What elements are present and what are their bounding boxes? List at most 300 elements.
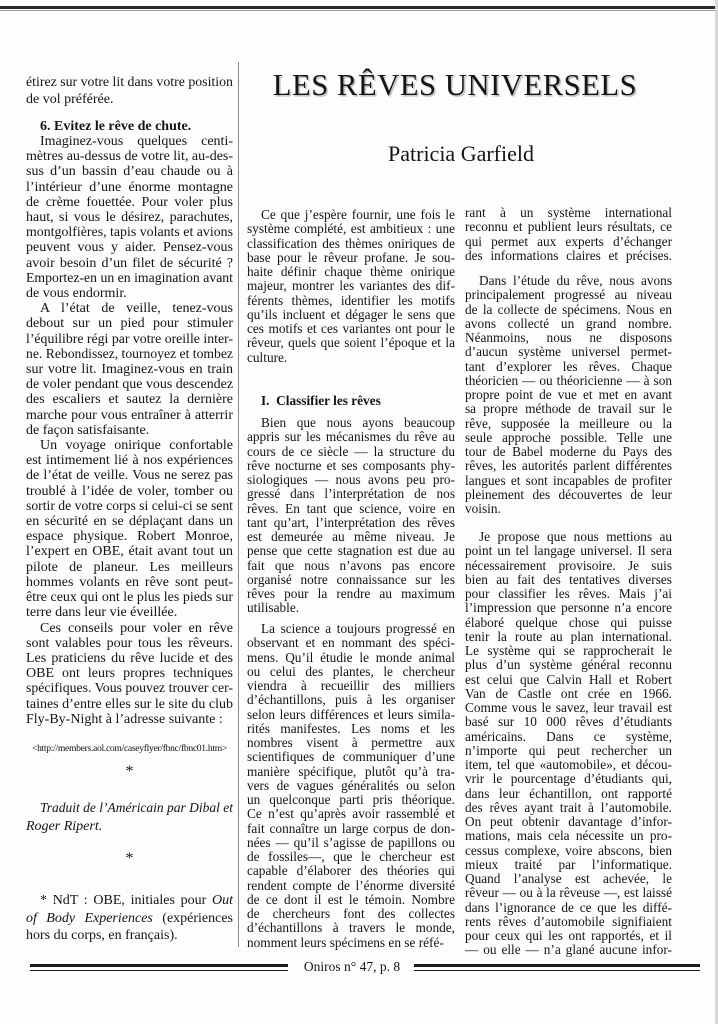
text-line (465, 459, 672, 473)
text-line (26, 91, 233, 108)
page-footer: Oniros n° 47, p. 8 (303, 959, 401, 974)
text-line-content: rents rêves d’automobile signifiaient (465, 913, 672, 929)
text-line (26, 347, 233, 362)
text-line-content: rant à un système international (465, 205, 672, 220)
text-line-content: Ces conseils pour voler en rêve (40, 620, 233, 636)
text-line (465, 601, 672, 615)
text-line (465, 787, 672, 801)
text-line-content: troublé à l’idée de voler, tomber ou (26, 483, 233, 499)
text-line (26, 408, 233, 423)
text-line-content: Ce n’est qu’après avoir rassemblé et (247, 806, 455, 822)
text-line (247, 322, 455, 336)
text-line-content: organisé notre connaissance sur les (247, 571, 455, 587)
text-line-content: rêveur — ou à la rêveuse —, est laissé (465, 885, 672, 901)
top-border-rule-thin (0, 10, 718, 11)
text-line (247, 487, 455, 501)
text-line-content: — ou elle — n’a glané aucune infor- (465, 942, 672, 958)
text-line-content: pour ceux qui les ont rapportés, et il (465, 928, 672, 943)
text-line-content: des escaliers et sautez la dernière (26, 392, 233, 408)
text-line (247, 222, 455, 236)
text-line-content: hommes volants en rêve sont peut- (26, 574, 233, 590)
text-line (26, 484, 233, 499)
text-line-content: debout sur un pied pour stimuler (26, 316, 233, 332)
text-line-content: selon leurs différences et leurs simila- (247, 706, 455, 722)
text-line (247, 308, 455, 322)
text-line (465, 658, 672, 672)
text-line-content: d’aucun système universel permet- (465, 344, 672, 360)
text-line (26, 575, 233, 590)
text-line (26, 666, 233, 681)
text-line-content: rêve nocturne et ses composants phy- (247, 457, 455, 473)
text-line (26, 651, 233, 666)
text-line-content: pleinement des découvertes de leur (465, 486, 672, 502)
separator-star: * (125, 763, 134, 780)
text-line-content: en sécurité en se déplaçant dans un (26, 514, 233, 530)
text-line (465, 206, 672, 220)
text-line-content: plus d’un système général reconnu (465, 657, 672, 673)
text-line (465, 502, 672, 516)
text-line-content: reconnu et publient leurs résultats, ce (465, 219, 672, 235)
text-line-content: classification des thèmes oniriques de (247, 235, 455, 251)
text-line-content: Les praticiens du rêve lucide et des (26, 650, 233, 666)
text-line-content: A l’état de veille, tenez-vous (40, 301, 233, 317)
paragraph (465, 274, 672, 516)
text-line (465, 445, 672, 459)
text-line (465, 587, 672, 601)
text-line-content: Van de Castle ont crée en 1966. (465, 685, 672, 701)
text-line-content: pour classifier les rêves. Mais j’ai (465, 586, 672, 601)
text-line-content: Le système qui se rapprocherait le (465, 643, 672, 658)
text-line (26, 712, 233, 727)
text-line (247, 445, 455, 459)
text-line-content: est celui que Calvin Hall et Robert (465, 671, 672, 687)
text-line (465, 644, 672, 658)
separator-star: * (125, 850, 134, 867)
text-line-content: ne. Rebondissez, tournoyez et tombez (26, 346, 233, 362)
text-line-content: base pour le rêveur profane. Je sou- (247, 249, 455, 265)
text-line-content: de vous endormir. (26, 286, 127, 302)
article-author: Patricia Garfield (388, 141, 534, 166)
text-line (465, 673, 672, 687)
text-line-content: spécifiques. Vous pouvez trouver cer- (26, 681, 233, 697)
text-line-content: langues et sont incapables de profiter (465, 472, 672, 488)
text-line (465, 886, 672, 900)
text-line (26, 605, 233, 620)
text-line-content: peuvent vous y aider. Pensez-vous (26, 240, 233, 256)
text-line (465, 730, 672, 744)
note-prefix: * NdT : OBE, initiales pour (40, 893, 212, 908)
text-line (465, 687, 672, 701)
text-line (465, 715, 672, 729)
text-line-content: tant d’explorer les rêves. Chaque (465, 358, 672, 374)
text-line (465, 374, 672, 388)
text-line (465, 943, 672, 957)
text-line (247, 237, 455, 251)
text-line (247, 636, 455, 650)
text-line (26, 256, 233, 271)
text-line (247, 822, 455, 836)
text-line (465, 915, 672, 929)
text-line (247, 665, 455, 679)
text-line (26, 149, 233, 164)
article-title: LES RÊVES UNIVERSELS (272, 68, 638, 102)
text-line (465, 488, 672, 502)
footer-rule-left (30, 964, 288, 967)
text-line (465, 829, 672, 843)
text-line (247, 765, 455, 779)
text-line-content: ou celui des plantes, le chercheur (247, 663, 455, 679)
text-line-content: mètres au-dessus de votre lit, au-des- (26, 149, 234, 165)
text-line (26, 514, 233, 529)
text-line-content: est demeurée au même niveau. Je (247, 529, 455, 544)
text-line-content: qui permet aux experts d’échanger (465, 233, 672, 249)
text-line-content: vers de vagues généralités ou selon (247, 777, 455, 793)
text-line (247, 708, 455, 722)
text-line-content: de façon satisfaisante. (26, 422, 150, 438)
text-line (465, 929, 672, 943)
text-line-content: espace physique. Robert Monroe, (26, 529, 233, 545)
text-line-content: Bien que nous ayons beaucoup (261, 415, 455, 430)
text-line-content: marche pour vous entraîner à atterrir (26, 407, 233, 423)
text-line (26, 362, 233, 377)
text-line-content: siologiques — nous avons peu pro- (247, 472, 455, 487)
text-line (247, 294, 455, 308)
text-line-content: Un voyage onirique confortable (40, 438, 233, 454)
text-line-content: mations, mais cela nécessite un pro- (465, 828, 672, 844)
text-line-content: nomment leurs spécimens en se réfé- (247, 934, 444, 950)
text-line (247, 793, 455, 807)
text-line (26, 800, 233, 818)
text-line-content: n’importe qui peut rechercher un (465, 742, 672, 758)
text-line-content: pense que cette stagnation est due au (247, 543, 455, 559)
text-line-content: nécessairement provisoire. Je suis (465, 557, 672, 573)
text-line-content: taines d’entre elles sur le site du club (26, 696, 233, 712)
paragraph (26, 301, 233, 438)
text-line-content: de vol préférée. (26, 92, 114, 107)
text-line (465, 844, 672, 858)
text-line (247, 544, 455, 558)
text-line (247, 921, 455, 935)
text-line (247, 693, 455, 707)
text-line (26, 499, 233, 514)
text-line-content: dans leur échantillon, ont rapporté (465, 785, 672, 801)
text-line (247, 722, 455, 736)
text-line (247, 459, 455, 473)
text-line-content: être ceux qui ont le plus les pieds sur (26, 590, 233, 606)
left-column-body (26, 134, 233, 727)
text-line-content: observant et en nommant des spéci- (247, 635, 455, 651)
text-line (26, 316, 233, 331)
section-heading: 6. Evitez le rêve de chute. (40, 119, 192, 134)
text-line (26, 301, 233, 316)
text-line-content: OBE ont leurs propres techniques (26, 666, 233, 682)
text-line (247, 864, 455, 878)
text-line-content: Traduit de l’Américain par Dibal et (40, 801, 233, 816)
text-line (465, 758, 672, 772)
text-line-content: rendent compte de l’énorme diversité (247, 877, 455, 893)
text-line (247, 807, 455, 821)
text-line (26, 180, 233, 195)
text-line-content: Roger Ripert. (26, 819, 103, 834)
text-line-content: qu’ils incluent et dégager le sens que (247, 306, 455, 322)
text-line (247, 208, 455, 222)
text-line-content: est intimement lié à nos expériences (26, 453, 233, 469)
text-line (247, 502, 455, 516)
text-line (247, 559, 455, 573)
text-line (26, 210, 233, 225)
text-line (247, 430, 455, 444)
text-line-content: sus d’un bassin d’eau chaude ou à (26, 164, 233, 180)
paragraph (247, 622, 455, 950)
text-line-content: appris sur les mécanismes du rêve au (247, 429, 455, 445)
text-line (26, 286, 233, 301)
text-line (465, 772, 672, 786)
text-line-content: tant qu’art, l’interprétation des rêves (247, 514, 455, 530)
text-line-content: rêves, les autorités parlent différentes (465, 458, 672, 474)
text-line (465, 249, 672, 263)
paragraph (26, 621, 233, 727)
text-line-content: dans l’ignorance de ce que les diffé- (465, 899, 672, 915)
text-line-content: un quelconque parti pris théorique. (247, 792, 455, 807)
text-line (465, 317, 672, 331)
text-line (247, 879, 455, 893)
text-line-content: des informations claires et précises. (465, 247, 672, 263)
text-line-content: manière spécifique, plutôt qu’à tra- (247, 763, 455, 779)
text-line (465, 274, 672, 288)
footer-rule-left-thin (30, 970, 288, 971)
text-line (465, 544, 672, 558)
text-line (247, 336, 455, 350)
text-line (465, 573, 672, 587)
paragraph (465, 530, 672, 958)
text-line-content: de chercheurs font des collectes (247, 906, 455, 921)
text-line-content: sont valables pour tous les rêveurs. (26, 635, 233, 651)
text-line (247, 601, 455, 615)
text-line (247, 779, 455, 793)
text-line-content: principalement progressé au niveau (465, 287, 672, 303)
text-line-content: de la collecte de spécimens. Nous en (465, 301, 672, 317)
text-line-content: l’impression que personne n’a encore (465, 600, 672, 616)
text-line-content: fait connaître un large corpus de don- (247, 820, 455, 836)
paragraph (26, 74, 233, 108)
text-line-content: nées — qu’il s’agisse de papillons ou (247, 834, 455, 850)
text-line-content: Emportez-en un en imagination avant (26, 270, 234, 286)
text-line (26, 636, 233, 651)
top-border-rule (0, 6, 718, 9)
paragraph (26, 438, 233, 620)
text-line (247, 416, 455, 430)
text-line (26, 74, 233, 91)
text-line (26, 164, 233, 179)
text-line (247, 265, 455, 279)
text-line (465, 701, 672, 715)
text-line (247, 351, 455, 365)
text-line-content: d’échantillons à travers le monde, (247, 920, 455, 936)
text-line (247, 516, 455, 530)
text-line (465, 303, 672, 317)
text-line-content: gressé dans l’interprétation de nos (247, 486, 455, 502)
paragraph (247, 416, 455, 616)
text-line-content: sortir de votre corps si celui-ci se sent (26, 498, 233, 514)
text-line (26, 453, 233, 468)
text-line (26, 225, 233, 240)
text-line (465, 530, 672, 544)
text-line (247, 679, 455, 693)
text-line (26, 332, 233, 347)
text-line (26, 377, 233, 392)
text-line (465, 744, 672, 758)
text-line-content: férents thèmes, identifier les motifs (247, 292, 455, 308)
text-line (26, 423, 233, 438)
text-line-content: d’échantillons, puis à les organiser (247, 692, 455, 708)
paragraph (247, 208, 455, 365)
text-line-content: tenir la route au plan international. (465, 628, 672, 644)
text-line-content: des rêves ayant trait à l’automobile. (465, 799, 672, 815)
text-line-content: Ce que j’espère fournir, une fois le (261, 207, 455, 222)
text-line (465, 331, 672, 345)
text-line (26, 468, 233, 483)
text-line-content: point un tel langage universel. Il sera (465, 543, 672, 559)
text-line (247, 251, 455, 265)
text-line (465, 815, 672, 829)
text-line-content: de crème fouettée. Pour voler plus (26, 194, 233, 210)
text-line-content: voisin. (465, 501, 501, 516)
text-line-content: montgolfières, tapis volants et avions (26, 225, 234, 241)
text-line (26, 240, 233, 255)
text-line-content: théoricien — ou théoricienne — à son (465, 372, 672, 388)
text-line-content: l’expert en OBE, était avant tout un (26, 544, 233, 560)
text-line (26, 590, 233, 605)
text-line-content: de l’état de veille. Vous ne serez pas (26, 468, 233, 484)
text-line-content: Fly-By-Night à l’adresse suivante : (26, 711, 223, 727)
text-line (465, 901, 672, 915)
text-line-content: Imaginez-vous quelques centi- (40, 134, 233, 149)
text-line (26, 544, 233, 559)
text-line-content: rités manifestes. Les noms et les (247, 720, 455, 736)
text-line (465, 801, 672, 815)
text-line-content: haite définir chaque thème onirique (247, 264, 455, 279)
text-line (465, 616, 672, 630)
paragraph (26, 134, 233, 301)
text-line (247, 907, 455, 921)
text-line (465, 431, 672, 445)
text-line (247, 473, 455, 487)
text-line (247, 651, 455, 665)
text-line-content: basé sur 10 000 rêves d’étudiants (465, 714, 672, 730)
text-line-content: sur votre lit. Imaginez-vous en train (26, 362, 233, 378)
section-heading: I. Classifier les rêves (261, 393, 381, 408)
text-line (465, 345, 672, 359)
text-line (465, 235, 672, 249)
text-line-content: Comme vous le savez, leur travail est (465, 700, 672, 715)
text-line (26, 818, 233, 836)
text-line-content: pilote de planeur. Les meilleurs (26, 559, 233, 575)
text-line-content: majeur, montrer les variantes des dif- (247, 278, 455, 294)
text-line-content: culture. (247, 349, 288, 365)
text-line (465, 360, 672, 374)
text-line (465, 559, 672, 573)
text-line (26, 681, 233, 696)
text-line (247, 279, 455, 293)
text-line-content: rêve, supposée la meilleure ou la (465, 415, 672, 431)
text-line-content: de ce dont il est le témoin. Nombre (247, 891, 455, 907)
text-line (465, 388, 672, 402)
text-line-content: utilisable. (247, 600, 300, 616)
text-line-content: scientifiques de communiquer d’une (247, 749, 455, 765)
text-line-content: de voler pendant que vous descendez (26, 377, 234, 393)
text-line (26, 134, 233, 149)
text-line-content: On peut obtenir davantage d’infor- (465, 814, 672, 829)
text-line (26, 560, 233, 575)
text-line-content: de fossiles—, que le chercheur est (247, 849, 455, 864)
text-line-content: étirez sur votre lit dans votre position (26, 75, 233, 90)
text-line-content: Quand l’analyse est achevée, le (465, 871, 672, 886)
text-line (247, 893, 455, 907)
text-line (465, 288, 672, 302)
text-line-content: haut, si vous le désirez, parachutes, (26, 210, 233, 226)
text-line-content: vrir le pourcentage d’étudiants qui, (465, 771, 672, 787)
text-line (247, 750, 455, 764)
note-suffix: (expériences hors du corps, en français). (26, 910, 234, 943)
text-line (26, 529, 233, 544)
text-line-content: l’équilibre régi par votre oreille inter- (26, 331, 233, 347)
text-line-content: Je propose que nous mettions au (479, 529, 672, 544)
text-line-content: mieux traité par l’informatique. (465, 856, 672, 872)
translator-note (26, 892, 233, 945)
text-line-content: Néanmoins, nous ne disposons (465, 330, 672, 345)
text-line-content: fait que nous n’avons pas encore (247, 557, 455, 573)
text-line-content: mens. Qu’il étudie le monde animal (247, 649, 455, 665)
text-line-content: rêves. En tant que science, voire en (247, 500, 455, 516)
text-line-content: nombres visent à permettre aux (247, 735, 455, 750)
text-line-content: sa propre méthode de travail sur le (465, 401, 672, 417)
text-line (247, 622, 455, 636)
text-line-content: rêveur, quels que soient l’époque et la (247, 335, 455, 351)
text-line-content: élaboré quelque chose qui puisse (465, 614, 672, 630)
footer-rule-right (414, 964, 700, 967)
text-line-content: système complété, est ambitieux : une (247, 221, 455, 237)
text-line-content: avoir besoin d’un filet de sécurité ? (26, 255, 233, 271)
text-line-content: cours de ce siècle — la structure du (247, 443, 455, 459)
text-line (247, 587, 455, 601)
text-line-content: La science a toujours progressé en (261, 621, 455, 636)
text-line (465, 872, 672, 886)
text-line-content: américains. Dans ce système, (465, 728, 672, 744)
text-line-content: l’intérieur d’une énorme montagne (26, 179, 233, 195)
text-line (465, 402, 672, 416)
text-line (26, 438, 233, 453)
text-line (26, 621, 233, 636)
text-line-content: rêves pour la rendre au maximum (247, 586, 455, 601)
text-line (247, 573, 455, 587)
text-line (247, 836, 455, 850)
text-line (247, 736, 455, 750)
text-line-content: Dans l’étude du rêve, nous avons (479, 273, 672, 288)
text-line (26, 697, 233, 712)
text-line (26, 392, 233, 407)
text-line (26, 195, 233, 210)
text-line-content: avons collecté un grand nombre. (465, 315, 672, 331)
text-line (465, 220, 672, 234)
text-line-content: propre point de vue et met en avant (465, 387, 672, 402)
text-line (465, 630, 672, 644)
text-line (247, 936, 455, 950)
text-line-content: cessus complexe, voire abscons, bien (465, 842, 672, 858)
text-line (465, 474, 672, 488)
text-line-content: bien au fait des tentatives diverses (465, 571, 672, 587)
text-line (247, 850, 455, 864)
text-line-content: item, tel que «automobile», et décou- (465, 757, 672, 772)
